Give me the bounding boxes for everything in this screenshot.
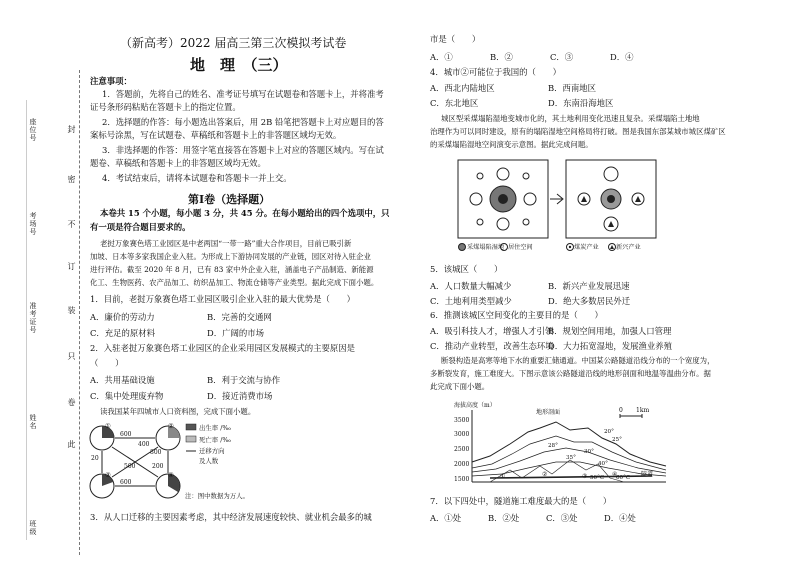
- question-5-stem: 5．该城区（ ）: [430, 264, 503, 274]
- fig1-number: 600: [120, 479, 132, 486]
- seat-number-label: 座位号: [29, 118, 37, 142]
- note-line: 3．非选择题的作答：用签字笔直接答在答题卡上对应的答题区域内。写在试: [102, 145, 384, 155]
- fig3-temp: 40°: [598, 461, 608, 467]
- fig1-city-4: ④: [168, 471, 174, 479]
- fig3-temp: 30°: [584, 449, 594, 455]
- q2-option-d[interactable]: D．接近消费市场: [207, 391, 273, 401]
- question-6-stem: 6．推测该城区空间变化的主要目的是（ ）: [430, 310, 603, 320]
- fig2-legend-new-industry: 新兴产业: [616, 244, 641, 251]
- q6-option-b[interactable]: B．规划空间用地，加强人口管理: [548, 326, 672, 336]
- q7-option-b[interactable]: B．②处: [488, 513, 520, 523]
- question-2-stem-cont: （ ）: [90, 358, 124, 368]
- name-label: 姓名: [29, 414, 37, 430]
- passage-3-line: 城区型采煤塌陷湿地变城市化的，其土地利用变化迅速且复杂。采煤塌陷土地地: [441, 114, 700, 123]
- fig3-temp: 35°: [566, 455, 576, 461]
- fig3-point-1: ①: [500, 473, 506, 480]
- subject-title: 地 理 （三）: [190, 56, 288, 74]
- passage-2-intro: 读我国某年四城市人口资料图，完成下面小题。: [100, 407, 256, 416]
- question-2-stem: 2．入驻老挝万象赛色塔工业园区的企业采用园区发展模式的主要原因是: [90, 343, 355, 353]
- binding-word: 卷: [67, 398, 76, 407]
- section-intro: 本卷共 15 个小题，每小题 3 分，共 45 分。在每小题给出的四个选项中，只: [100, 208, 390, 218]
- binding-field-line: [26, 100, 27, 540]
- fig2-legend-subsidence: 采煤塌陷湿地: [467, 244, 505, 251]
- fig1-legend-migration-count: 及人数: [199, 457, 219, 465]
- fig3-temp: 28°: [548, 443, 558, 449]
- passage-3-line: 的采煤塌陷湿地空间演变示意图。据此完成问题。: [430, 140, 593, 149]
- fig3-y-tick: 2500: [454, 446, 470, 453]
- exam-room-label: 考场号: [29, 212, 37, 236]
- fig3-scale-1km: 1km: [636, 407, 650, 414]
- note-line: 2．选择题的作答：每小题选出答案后，用 2B 铅笔把答题卡上对应题目的答: [102, 117, 384, 127]
- binding-word: 装: [67, 306, 76, 315]
- q5-option-b[interactable]: B．新兴产业发展迅速: [548, 281, 630, 291]
- fig3-y-tick: 3500: [454, 417, 470, 424]
- fig3-temp: 60°C: [616, 475, 631, 481]
- fig1-legend-birth: 出生率 /‰: [199, 424, 231, 432]
- fig1-city-2: ②: [168, 422, 174, 430]
- q1-option-d[interactable]: D．广阔的市场: [207, 328, 264, 338]
- fig1-legend-migration: 迁移方向: [199, 447, 225, 455]
- passage-line: 进行评估。截至 2020 年 8 月，已有 83 家中外企业入驻，涵盖电子产品制造、新能源: [90, 265, 374, 274]
- passage-line: 化工、生物医药、农产品加工、纺织品加工、物流仓储等产业类型。据此完成下面小题。: [90, 278, 379, 287]
- fig3-point-2: ②: [542, 471, 548, 478]
- question-4-stem: 4．城市②可能位于我国的（ ）: [430, 67, 561, 77]
- note-line: 4．考试结束后，请将本试题卷和答题卡一并上交。: [102, 173, 292, 183]
- q3-option-c[interactable]: C．③: [550, 52, 574, 62]
- q6-option-a[interactable]: A．吸引科技人才，增强人才引领: [430, 326, 554, 336]
- fig3-y-tick: 3000: [454, 431, 470, 438]
- fig1-city-3: ③: [105, 471, 111, 479]
- q1-option-b[interactable]: B．完善的交通网: [207, 312, 272, 322]
- q5-option-d[interactable]: D．绝大多数居民外迁: [548, 296, 631, 306]
- q3-option-d[interactable]: D．④: [610, 52, 634, 62]
- passage-4-line: 多断裂发育，施工难度大。下图示意该公路隧道沿线的地形剖面和地温等温曲分布。据: [430, 369, 711, 378]
- passage-4-line: 断裂构造是高寒等地下水的重要汇储通道。中国某公路隧道沿线分布的一个宽度为，: [441, 356, 715, 365]
- fig3-temp: 25°: [612, 437, 622, 443]
- fig3-y-axis-label: 海拔高度（m）: [454, 402, 496, 409]
- question-7-stem: 7．以下四处中，隧道施工难度最大的是（ ）: [430, 496, 612, 506]
- note-line: 题卷、草稿纸和答题卡上的非答题区域均无效。: [90, 158, 266, 168]
- fig3-y-tick: 2000: [454, 461, 470, 468]
- fig3-scale-zero: 0: [619, 407, 623, 414]
- q2-option-a[interactable]: A．共用基础设施: [90, 375, 155, 385]
- q3-option-b[interactable]: B．②: [490, 52, 513, 62]
- binding-word: 订: [67, 262, 76, 271]
- fig3-temp: 20°: [604, 429, 614, 435]
- note-line: 案标号涂黑，写在试题卷、草稿纸和答题卡上的非答题区域均无效。: [90, 130, 342, 140]
- binding-word: 密: [67, 175, 76, 184]
- q7-option-d[interactable]: D．④处: [604, 513, 636, 523]
- fig2-legend-residential: 居住空间: [508, 244, 533, 251]
- fig3-point-4: ④: [612, 471, 618, 478]
- q1-option-a[interactable]: A．廉价的劳动力: [90, 312, 155, 322]
- fig1-note: 注：图中数据为万人。: [185, 492, 249, 500]
- q1-option-c[interactable]: C．充足的原材料: [90, 328, 156, 338]
- passage-3-line: 治理作为可以同时建设，原有的塌陷湿地空间格局将打破。图是我国东部某城市城区煤矿区: [430, 127, 726, 136]
- q7-option-a[interactable]: A．①处: [430, 513, 462, 523]
- fig1-number: 20: [91, 455, 99, 462]
- passage-line: 加坡、日本等多家我国企业入驻。为形成上下游协同发展的产业链，园区对待入驻企业: [90, 252, 371, 261]
- fig1-number: 200: [152, 463, 164, 470]
- passage-line: 老挝万象赛色塔工业园区是中老两国“一带一路”重大合作项目，目前已吸引新: [100, 239, 352, 248]
- q5-option-a[interactable]: A．人口数量大幅减少: [430, 281, 512, 291]
- q3-option-a[interactable]: A．①: [430, 52, 453, 62]
- ticket-number-label: 准考证号: [29, 302, 37, 334]
- class-label: 班级: [29, 520, 37, 536]
- fig1-number: 800: [150, 449, 162, 456]
- q2-option-b[interactable]: B．利于交流与协作: [207, 375, 281, 385]
- q6-option-c[interactable]: C．推动产业转型，改善生态环境: [430, 341, 554, 351]
- fig1-number: 600: [120, 431, 132, 438]
- section-title: 第Ⅰ卷（选择题）: [188, 193, 271, 206]
- binding-word: 此: [67, 440, 76, 449]
- fig3-point-3: ③: [582, 473, 588, 480]
- question-1-stem: 1．目前，老挝万象赛色塔工业园区吸引企业入驻的最大优势是（ ）: [90, 294, 355, 304]
- fig1-legend-death: 死亡率 /‰: [199, 436, 231, 444]
- passage-4-line: 此完成下面小题。: [430, 382, 490, 391]
- q4-option-d[interactable]: D．东南沿海地区: [548, 98, 614, 108]
- q6-option-d[interactable]: D．大力拓宽湿地，发展渔业养殖: [548, 341, 672, 351]
- q4-option-b[interactable]: B．西南地区: [548, 83, 597, 93]
- fig1-number: 500: [124, 463, 136, 470]
- binding-word: 只: [67, 352, 76, 361]
- fig2-legend-coal: 煤炭产业: [574, 244, 599, 251]
- binding-word: 不: [67, 220, 76, 229]
- q4-option-c[interactable]: C．东北地区: [430, 98, 479, 108]
- note-line: 证号条形码粘贴在答题卡上的指定位置。: [90, 102, 241, 112]
- q2-option-c[interactable]: C．集中处理废弃物: [90, 391, 164, 401]
- exam-title: （新高考）2022 届高三第三次模拟考试卷: [120, 36, 347, 50]
- note-line: 1．答题前，先将自己的姓名、准考证号填写在试题卷和答题卡上，并将准考: [102, 89, 384, 99]
- question-3-stem: 3．从人口迁移的主要因素考虑，其中经济发展速度较快、就业机会最多的城: [90, 512, 372, 522]
- section-intro: 有一项是符合题目要求的。: [90, 222, 191, 232]
- binding-dashed-line: [79, 70, 80, 555]
- fig1-number: 400: [138, 441, 150, 448]
- binding-word: 封: [67, 125, 76, 134]
- q3-stem-cont: 市是（ ）: [430, 34, 481, 44]
- fig1-city-1: ①: [105, 422, 111, 430]
- notes-heading: 注意事项：: [90, 76, 132, 86]
- fig3-temp: 50°C: [590, 475, 605, 481]
- fig3-terrain-label: 地形剖面: [536, 409, 561, 416]
- q5-option-c[interactable]: C．土地利用类型减少: [430, 296, 512, 306]
- fig3-y-tick: 1500: [454, 476, 470, 483]
- q7-option-c[interactable]: C．③处: [546, 513, 578, 523]
- q4-option-a[interactable]: A．西北内陆地区: [430, 83, 495, 93]
- spatial-evolution-figure: [452, 157, 676, 253]
- fig3-tunnel-label: 隧道: [641, 471, 654, 478]
